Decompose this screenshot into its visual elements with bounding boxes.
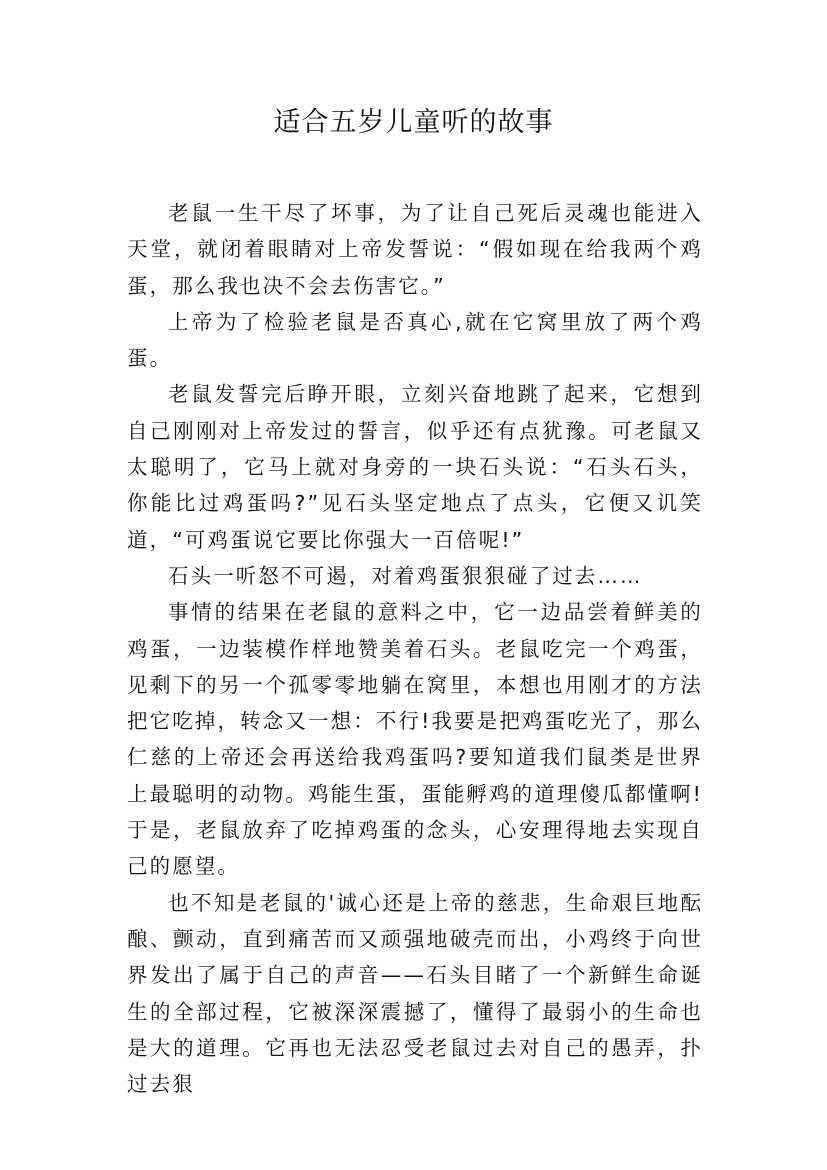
paragraph: 老鼠发誓完后睁开眼，立刻兴奋地跳了起来，它想到自己刚刚对上帝发过的誓言，似乎还有点犹豫。可老鼠又太聪明了，它马上就对身旁的一块石头说：“石头石头，你能比过鸡蛋吗?”见石头坚定地点了点头，它便又讥笑道，“可鸡蛋说它要比你强大一百倍呢!” [127, 382, 703, 552]
story-body [127, 195, 703, 1102]
paragraph: 老鼠一生干尽了坏事，为了让自己死后灵魂也能进入天堂，就闭着眼睛对上帝发誓说：“假如现在给我两个鸡蛋，那么我也决不会去伤害它。” [127, 201, 703, 298]
paragraph: 也不知是老鼠的'诚心还是上帝的慈悲，生命艰巨地酝酿、颤动，直到痛苦而又顽强地破壳而出，小鸡终于向世界发出了属于自己的声音——石头目睹了一个新鲜生命诞生的全部过程，它被深深震撼了，懂得了最弱小的生命也是大的道理。它再也无法忍受老鼠过去对自己的愚弄，扑过去狠 [127, 890, 703, 1097]
paragraph: 事情的结果在老鼠的意料之中，它一边品尝着鲜美的鸡蛋，一边装模作样地赞美着石头。老鼠吃完一个鸡蛋，见剩下的另一个孤零零地躺在窝里，本想也用刚才的方法把它吃掉，转念又一想：不行!我要是把鸡蛋吃光了，那么仁慈的上帝还会再送给我鸡蛋吗?要知道我们鼠类是世界上最聪明的动物。鸡能生蛋，蛋能孵鸡的道理傻瓜都懂啊!于是，老鼠放弃了吃掉鸡蛋的念头，心安理得地去实现自己的愿望。 [127, 600, 703, 879]
document-title: 适合五岁儿童听的故事 [273, 107, 554, 138]
paragraph: 上帝为了检验老鼠是否真心,就在它窝里放了两个鸡蛋。 [127, 309, 703, 371]
paragraph: 石头一听怒不可遏，对着鸡蛋狠狠碰了过去…… [168, 563, 643, 588]
